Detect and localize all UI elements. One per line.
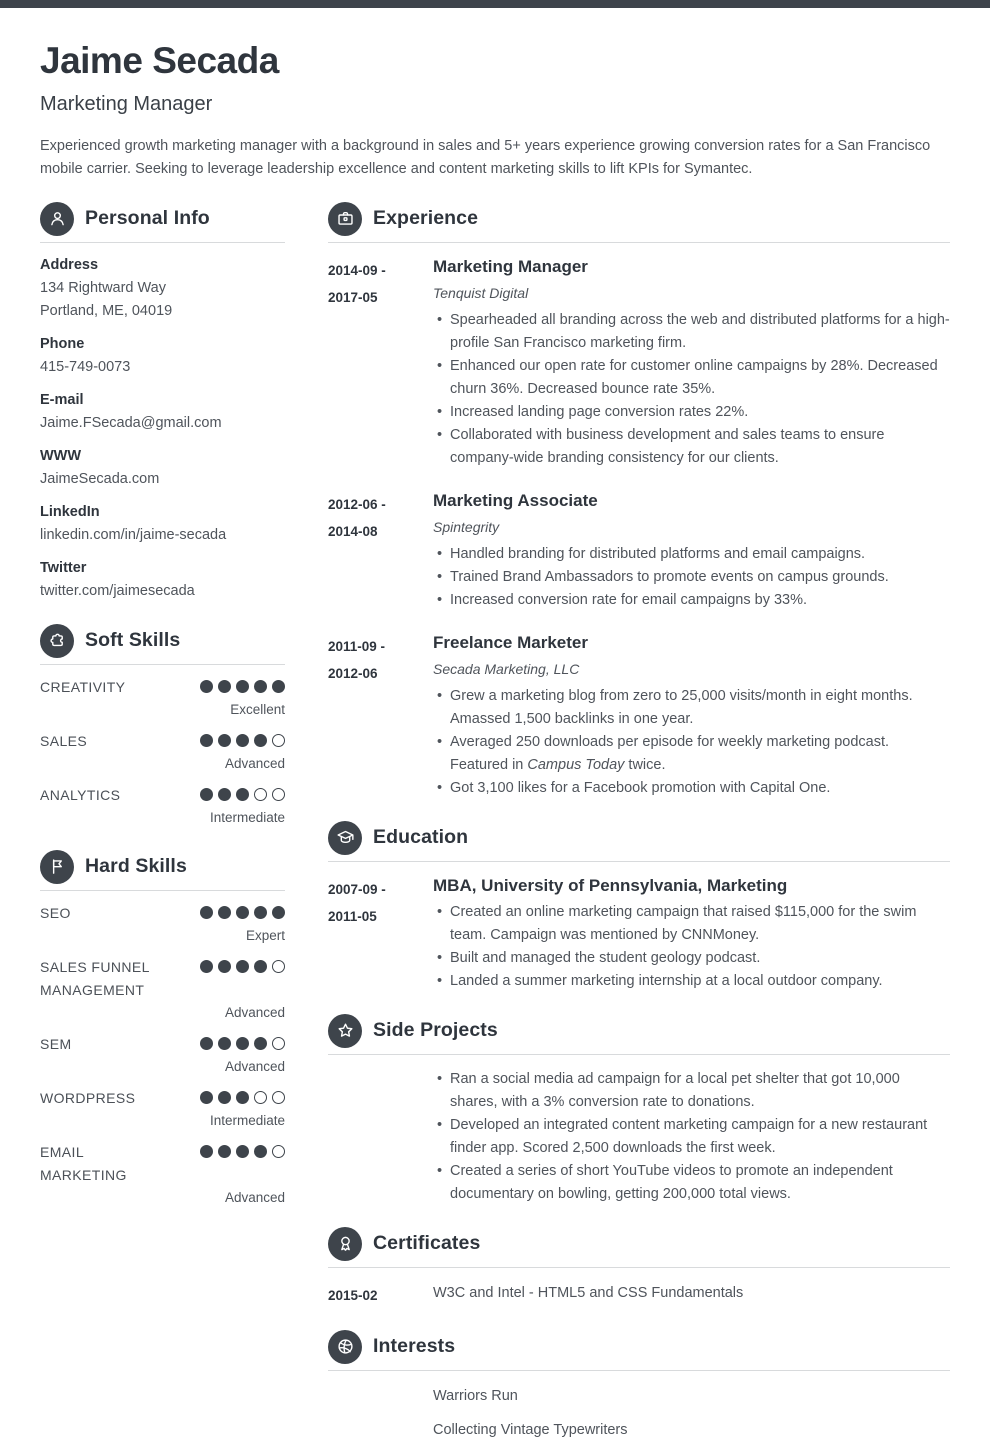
skill-item: [40, 784, 285, 829]
entry-bullet-list: [433, 541, 950, 612]
skill-rating: [200, 1087, 285, 1104]
skill-item: [40, 956, 285, 1024]
field-value: 134 Rightward Way: [40, 279, 166, 296]
entry-dates: [328, 254, 433, 470]
education-heading: [328, 821, 950, 862]
bullet-item: • Increased landing page conversion rates 22%.: [433, 401, 950, 424]
skill-name: ANALYTICS: [40, 786, 121, 803]
flag-icon: [40, 850, 74, 884]
bullet-item: • Developed an integrated content marketing campaign for a new restaurant finder app. Scored 2,500 downloads the first week.: [433, 1114, 950, 1160]
bullet-item: • Trained Brand Ambassadors to promote events on campus grounds.: [433, 566, 950, 589]
contact-field: [40, 389, 285, 435]
entry-bullet-list: [433, 683, 950, 800]
field-value: Jaime.FSecada@gmail.com: [40, 414, 222, 431]
skill-dot: [200, 906, 213, 919]
entry-bullet-list: [433, 307, 950, 470]
skill-item: [40, 676, 285, 721]
skill-dot: [218, 1091, 231, 1104]
bullet-item: • Enhanced our open rate for customer online campaigns by 28%. Decreased churn 36%. Decreased bounce rate 35%.: [433, 355, 950, 401]
entry-text: Warriors Run: [433, 1387, 518, 1404]
entry-title: Freelance Marketer: [433, 632, 588, 652]
skill-dot: [272, 960, 285, 973]
skill-dot: [236, 788, 249, 801]
skill-level: Excellent: [230, 701, 285, 717]
skill-dot: [236, 906, 249, 919]
entry-dates: [328, 488, 433, 612]
person-icon: [40, 202, 74, 236]
skill-dot: [236, 1145, 249, 1158]
bullet-item: • Grew a marketing blog from zero to 25,000 visits/month in eight months. Amassed 1,500 backlinks in one year.: [433, 685, 950, 731]
education-section: [328, 821, 950, 993]
field-label: Phone: [40, 335, 85, 352]
field-label: E-mail: [40, 391, 84, 408]
section-title: Side Projects: [373, 1019, 498, 1042]
skill-rating: [200, 784, 285, 801]
skill-dot: [254, 960, 267, 973]
entry-company: Tenquist Digital: [433, 284, 529, 301]
award-ribbon-icon: [328, 1227, 362, 1261]
skill-dot: [218, 734, 231, 747]
contact-field: [40, 557, 285, 603]
entry-date-line: 2011-05: [328, 908, 377, 924]
skill-dot: [200, 960, 213, 973]
skill-rating: [200, 730, 285, 747]
interests-section: [328, 1330, 950, 1442]
resume-entry: [328, 1279, 950, 1309]
skill-dot: [272, 1145, 285, 1158]
entry-date-line: 2012-06: [328, 665, 378, 681]
entry-title: Marketing Manager: [433, 256, 588, 276]
entry-dates: [328, 1382, 433, 1408]
entry-date-line: 2017-05: [328, 289, 378, 305]
skill-item: [40, 730, 285, 775]
skill-dot: [254, 734, 267, 747]
skill-item: [40, 1141, 285, 1209]
skill-name: CREATIVITY: [40, 678, 126, 695]
field-value: Portland, ME, 04019: [40, 302, 173, 319]
entry-date-line: 2007-09 -: [328, 881, 386, 897]
experience-section: [328, 202, 950, 800]
entry-bullet-list: [433, 899, 950, 993]
field-label: WWW: [40, 447, 82, 464]
bullet-item: • Got 3,100 likes for a Facebook promotion with Capital One.: [433, 777, 950, 800]
skill-item: [40, 1087, 285, 1132]
skill-level: Advanced: [224, 1058, 285, 1074]
skill-level: Advanced: [224, 1189, 285, 1205]
skill-rating: [200, 676, 285, 693]
contact-field: [40, 254, 285, 323]
skill-rating: [200, 902, 285, 919]
skill-dot: [218, 960, 231, 973]
resume-page: [0, 8, 990, 1450]
skill-dot: [254, 906, 267, 919]
professional-summary: Experienced growth marketing manager with a background in sales and 5+ years experience growing conversion rates for a San Francisco mobile carrier. Seeking to leverage leadership excellence and content marketing skills to lift KPIs for Symantec.: [40, 137, 931, 177]
skill-dot: [272, 906, 285, 919]
skill-item: [40, 902, 285, 947]
section-title: Interests: [373, 1335, 456, 1358]
bullet-item: • Created an online marketing campaign that raised $115,000 for the swim team. Campaign was mentioned by CNNMoney.: [433, 901, 950, 947]
skill-dot: [272, 788, 285, 801]
bullet-item: • Ran a social media ad campaign for a local pet shelter that got 10,000 shares, with a 3% conversion rate to donations.: [433, 1068, 950, 1114]
skill-dot: [236, 1091, 249, 1104]
personal-info-section: [40, 202, 285, 603]
person-job-title: Marketing Manager: [40, 92, 213, 115]
field-value: twitter.com/jaimesecada: [40, 582, 195, 599]
skill-rating: [200, 1033, 285, 1050]
entry-text: W3C and Intel - HTML5 and CSS Fundamentals: [433, 1284, 744, 1301]
entry-date-line: 2014-09 -: [328, 262, 386, 278]
resume-entry: [328, 1382, 950, 1408]
personal-info-heading: [40, 202, 285, 243]
side-projects-section: [328, 1014, 950, 1206]
skill-level: Advanced: [224, 755, 285, 771]
bullet-item: • Handled branding for distributed platforms and email campaigns.: [433, 543, 950, 566]
skill-dot: [254, 788, 267, 801]
skill-dot: [236, 734, 249, 747]
section-title: Soft Skills: [85, 629, 181, 652]
bullet-item: • Created a series of short YouTube videos to promote an independent documentary on bowling, getting 200,000 total views.: [433, 1160, 950, 1206]
field-label: Address: [40, 256, 99, 273]
skill-dot: [218, 680, 231, 693]
skill-name: SEO: [40, 904, 71, 921]
resume-header: [40, 41, 950, 181]
skill-dot: [200, 788, 213, 801]
resume-entry: [328, 630, 950, 800]
resume-entry: [328, 488, 950, 612]
skill-dot: [272, 680, 285, 693]
skill-level: Intermediate: [209, 1112, 285, 1128]
skill-rating: [200, 956, 285, 973]
section-title: Experience: [373, 207, 479, 230]
skill-item: [40, 1033, 285, 1078]
skill-level: Intermediate: [209, 809, 285, 825]
field-value: JaimeSecada.com: [40, 470, 160, 487]
entry-company: Secada Marketing, LLC: [433, 660, 580, 677]
skill-dot: [272, 734, 285, 747]
certificates-heading: [328, 1227, 950, 1268]
graduation-cap-icon: [328, 821, 362, 855]
field-value: linkedin.com/in/jaime-secada: [40, 526, 227, 543]
skill-dot: [218, 1145, 231, 1158]
section-title: Personal Info: [85, 207, 210, 230]
skill-dot: [236, 960, 249, 973]
skill-rating: [200, 1141, 285, 1158]
entry-date-line: 2012-06 -: [328, 496, 386, 512]
puzzle-icon: [40, 624, 74, 658]
skill-name: SEM: [40, 1035, 72, 1052]
sidebar-column: [40, 202, 285, 1450]
resume-entry: [328, 1066, 950, 1206]
resume-entry: [328, 254, 950, 470]
soft-skills-section: [40, 624, 285, 829]
section-title: Education: [373, 826, 469, 849]
entry-dates: [328, 1279, 433, 1309]
skill-dot: [200, 734, 213, 747]
skill-dot: [200, 1145, 213, 1158]
skill-dot: [218, 788, 231, 801]
entry-title: MBA, University of Pennsylvania, Marketing: [433, 875, 788, 895]
resume-entry: [328, 1416, 950, 1442]
experience-heading: [328, 202, 950, 243]
skill-dot: [254, 1091, 267, 1104]
side-projects-heading: [328, 1014, 950, 1055]
resume-entry: [328, 873, 950, 993]
entry-date-line: 2015-02: [328, 1287, 378, 1303]
entry-bullet-list: [433, 1066, 950, 1206]
bullet-item: • Increased conversion rate for email campaigns by 33%.: [433, 589, 950, 612]
interests-heading: [328, 1330, 950, 1371]
soft-skills-heading: [40, 624, 285, 665]
contact-field: [40, 445, 285, 491]
section-title: Certificates: [373, 1232, 481, 1255]
skill-dot: [200, 1037, 213, 1050]
field-label: Twitter: [40, 559, 87, 576]
hard-skills-section: [40, 850, 285, 1209]
entry-company: Spintegrity: [433, 518, 500, 535]
skill-dot: [200, 680, 213, 693]
skill-level: Expert: [245, 927, 285, 943]
section-title: Hard Skills: [85, 855, 187, 878]
hard-skills-heading: [40, 850, 285, 891]
field-value: 415-749-0073: [40, 358, 131, 375]
skill-dot: [218, 906, 231, 919]
main-column: [328, 202, 950, 1450]
certificates-section: [328, 1227, 950, 1309]
bullet-item: • Built and managed the student geology podcast.: [433, 947, 950, 970]
bullet-item: • Averaged 250 downloads per episode for weekly marketing podcast. Featured in Campus Today twice.: [433, 731, 950, 777]
skill-dot: [236, 1037, 249, 1050]
ball-icon: [328, 1330, 362, 1364]
star-icon: [328, 1014, 362, 1048]
entry-dates: [328, 1416, 433, 1442]
person-name: Jaime Secada: [40, 40, 279, 81]
skill-dot: [254, 1037, 267, 1050]
entry-dates: [328, 630, 433, 800]
skill-name: SALES: [40, 732, 88, 749]
skill-dot: [218, 1037, 231, 1050]
entry-date-line: 2014-08: [328, 523, 378, 539]
entry-date-line: 2011-09 -: [328, 638, 386, 654]
skill-dot: [272, 1037, 285, 1050]
entry-dates: [328, 1066, 433, 1206]
skill-dot: [272, 1091, 285, 1104]
skill-level: Advanced: [224, 1004, 285, 1020]
contact-field: [40, 501, 285, 547]
skill-name: EMAIL MARKETING: [40, 1143, 127, 1183]
briefcase-icon: [328, 202, 362, 236]
bullet-item: • Landed a summer marketing internship at a local outdoor company.: [433, 970, 950, 993]
skill-dot: [236, 680, 249, 693]
bullet-item: • Collaborated with business development and sales teams to ensure company-wide branding consistency for our clients.: [433, 424, 950, 470]
entry-text: Collecting Vintage Typewriters: [433, 1421, 628, 1438]
skill-dot: [254, 1145, 267, 1158]
page-top-accent-bar: [0, 0, 990, 8]
contact-field: [40, 333, 285, 379]
entry-dates: [328, 873, 433, 993]
field-label: LinkedIn: [40, 503, 100, 520]
entry-title: Marketing Associate: [433, 490, 598, 510]
skill-dot: [254, 680, 267, 693]
skill-name: WORDPRESS: [40, 1089, 136, 1106]
bullet-item: • Spearheaded all branding across the web and distributed platforms for a high-profile San Francisco marketing firm.: [433, 309, 950, 355]
skill-dot: [200, 1091, 213, 1104]
skill-name: SALES FUNNEL MANAGEMENT: [40, 958, 150, 998]
